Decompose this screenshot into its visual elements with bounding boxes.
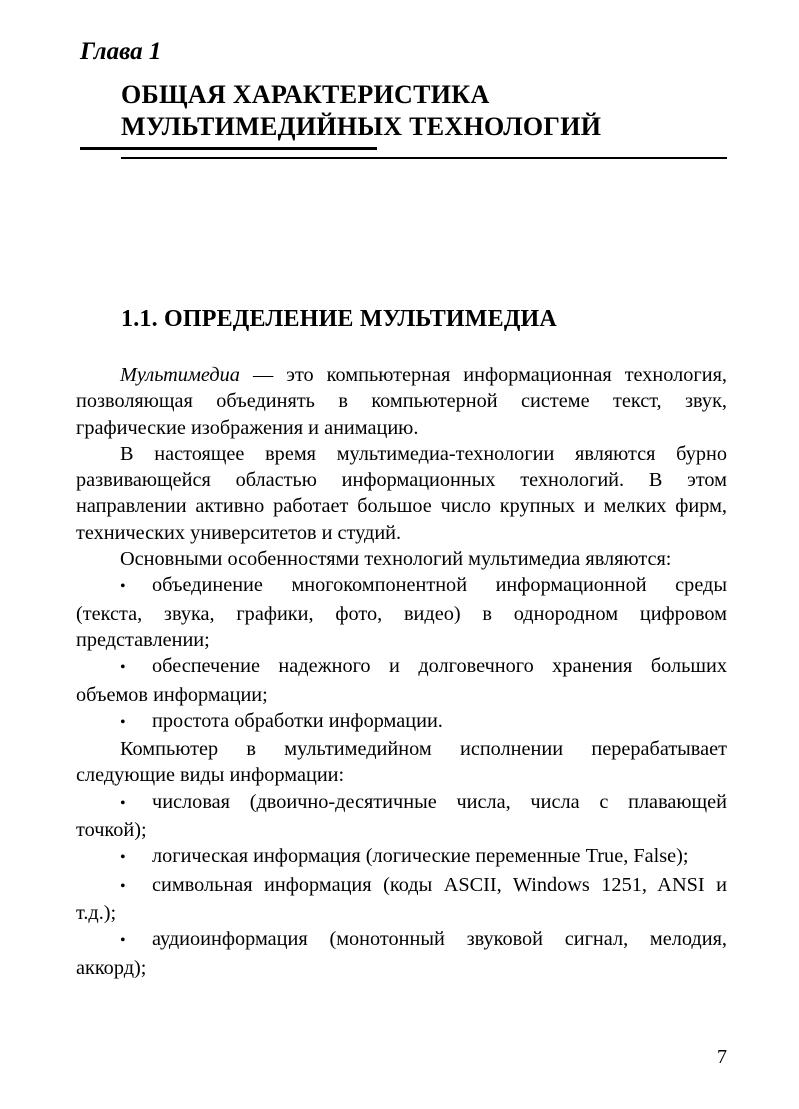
paragraph-definition xyxy=(76,362,727,441)
section-title: 1.1. ОПРЕДЕЛЕНИЕ МУЛЬТИМЕДИА xyxy=(121,306,557,332)
page-number: 7 xyxy=(717,1046,727,1068)
list-item xyxy=(76,708,727,736)
list-item xyxy=(76,572,727,653)
list-item-text: объединение многокомпонентной информационной среды (текста, звука, графики, фото, видео) в однородном цифровом представлении; xyxy=(76,574,727,651)
title-rule-thin xyxy=(121,157,727,159)
paragraph-info-types-intro: Компьютер в мультимедийном исполнении перерабатывает следующие виды информации: xyxy=(76,738,727,787)
paragraph-features-intro: Основными особенностями технологий мультимедиа являются: xyxy=(120,548,672,571)
list-item-text: числовая (двоично-десятичные числа, числа с плавающей точкой); xyxy=(76,790,727,842)
paragraph-development: В настоящее время мультимедиа-технологии являются бурно развивающейся областью информационных технологий. В этом направлении активно работает большое число крупных и мелких фирм, технических университетов и студий. xyxy=(76,442,727,544)
definition-text: — это компьютерная информационная технология, позволяющая объединять в компьютерной системе текст, звук, графические изображения и анимацию. xyxy=(76,364,727,439)
chapter-label: Глава 1 xyxy=(80,38,162,65)
body-text xyxy=(76,362,727,981)
list-item xyxy=(76,789,727,844)
chapter-title xyxy=(121,79,601,143)
term-multimedia: Мультимедиа xyxy=(120,364,240,386)
list-item xyxy=(76,872,727,927)
list-item xyxy=(76,843,727,871)
list-item-text: логическая информация (логические переменные True, False); xyxy=(152,845,689,868)
list-item-text: обеспечение надежного и долговечного хранения больших объемов информации; xyxy=(76,655,727,706)
chapter-title-line1: ОБЩАЯ ХАРАКТЕРИСТИКА xyxy=(121,80,490,109)
list-item-text: символьная информация (коды ASCII, Windows 1251, ANSI и т.д.); xyxy=(76,873,727,924)
list-item xyxy=(76,926,727,981)
list-item xyxy=(76,653,727,708)
title-rule-thick xyxy=(80,147,377,150)
list-item-text: аудиоинформация (монотонный звуковой сигнал, мелодия, аккорд); xyxy=(76,928,727,979)
chapter-title-line2: МУЛЬТИМЕДИЙНЫХ ТЕХНОЛОГИЙ xyxy=(121,112,602,141)
list-item-text: простота обработки информации. xyxy=(152,709,443,732)
